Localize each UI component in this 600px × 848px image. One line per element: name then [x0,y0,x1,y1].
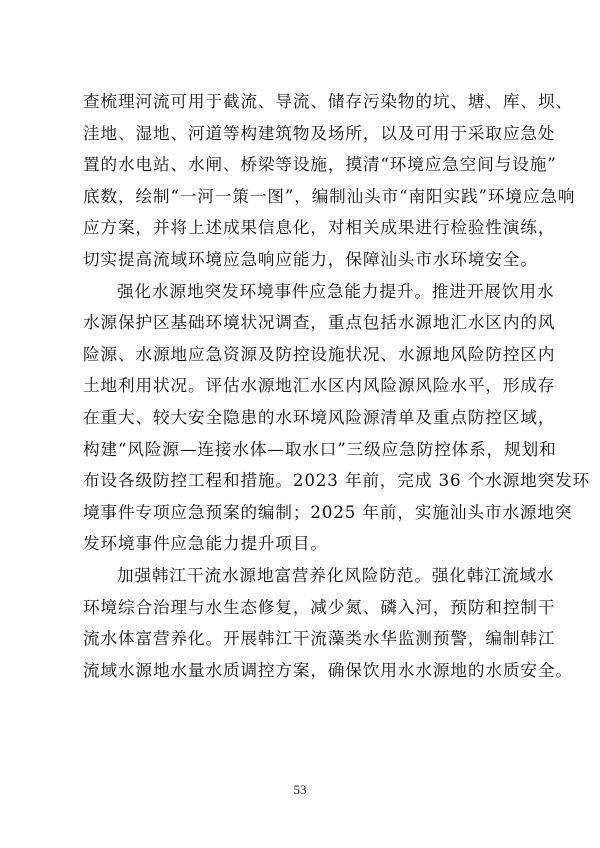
text-line: 流域水源地水量水质调控方案，确保饮用水水源地的水质安全。 [83,660,573,680]
paragraph-emergency-space [83,86,576,276]
text-line: 土地利用状况。评估水源地汇水区内风险源风险水平，形成存 [83,376,556,396]
text-line: 环境综合治理与水生态修复，减少氮、磷入河，预防和控制干 [83,597,556,617]
paragraph-eutrophication-risk [83,560,573,686]
text-line: 构建“风险源—连接水体—取水口”三级应急防控体系，规划和 [83,439,557,459]
text-line: 切实提高流域环境应急响应能力，保障汕头市水环境安全。 [83,249,538,269]
text-line: 布设各级防控工程和措施。2023 年前，完成 36 个水源地突发环 [83,471,591,491]
body-text [83,86,591,686]
page-number: 53 [293,782,307,797]
text-line: 险源、水源地应急资源及防控设施状况、水源地风险防控区内 [83,344,556,364]
text-line: 水源保护区基础环境状况调查，重点包括水源地汇水区内的风 [83,313,556,333]
text-line: 流水体富营养化。开展韩江干流藻类水华监测预警，编制韩江 [83,629,556,649]
paragraph-water-source-emergency [83,276,591,560]
text-line: 发环境事件应急能力提升项目。 [83,534,328,554]
text-line: 在重大、较大安全隐患的水环境风险源清单及重点防控区域， [83,407,556,427]
text-line: 底数，绘制“一河一策一图”，编制汕头市“南阳实践”环境应急响 [83,186,576,206]
text-line: 置的水电站、水闸、桥梁等设施，摸清“环境应急空间与设施” [83,155,557,175]
text-line: 境事件专项应急预案的编制；2025 年前，实施汕头市水源地突 [83,502,573,522]
text-line: 洼地、湿地、河道等构建筑物及场所，以及可用于采取应急处 [83,123,556,143]
text-line: 强化水源地突发环境事件应急能力提升。推进开展饮用水 [117,281,555,301]
text-line: 查梳理河流可用于截流、导流、储存污染物的坑、塘、库、坝、 [83,92,573,111]
text-line: 应方案，并将上述成果信息化，对相关成果进行检验性演练， [83,218,556,238]
text-line: 加强韩江干流水源地富营养化风险防范。强化韩江流域水 [117,565,555,585]
